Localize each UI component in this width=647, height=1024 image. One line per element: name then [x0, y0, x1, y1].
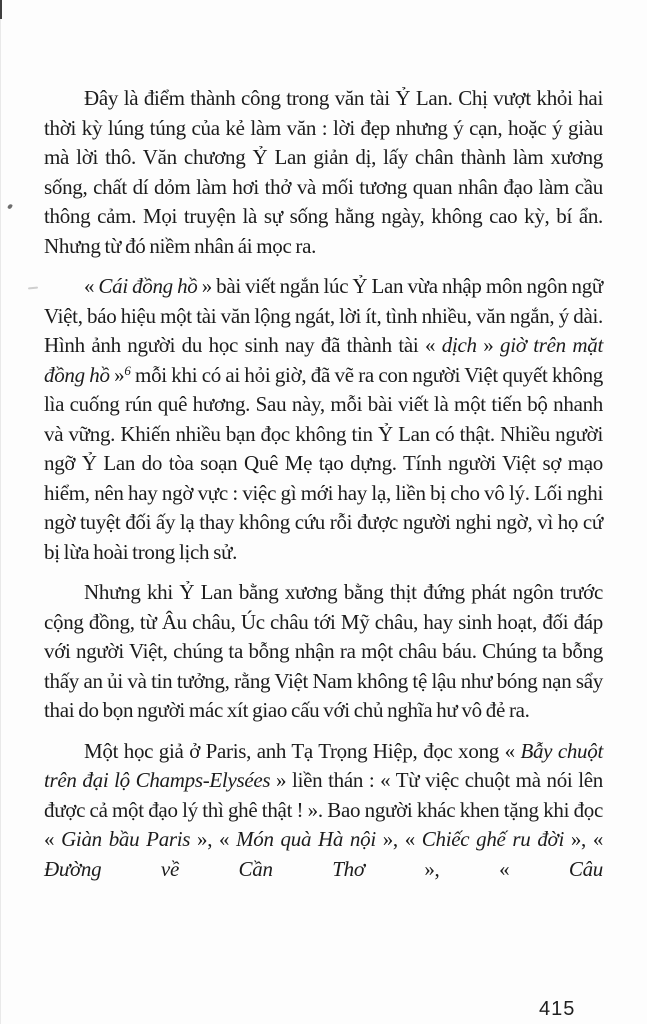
text-run: Câu — [568, 856, 603, 881]
text-run: », « — [364, 856, 569, 881]
text-run: Giàn bầu Paris — [61, 827, 191, 851]
text-run: Nhưng khi Ỷ Lan bằng xương bằng thịt đứng phát ngôn trước cộng đồng, từ Âu châu, Úc châu tới Mỹ châu, hay sinh hoạt, đối đáp với người Việt, chúng ta bỗng nhận ra một châu báu. Chúng ta bỗng thấy an ủi và tin tưởng, rằng Việt Nam không tệ lậu như bóng nạn sẩy thai do bọn người mác xít giao cấu với chủ nghĩa hư vô đẻ ra. — [44, 580, 603, 722]
text-run: » bài viết ngắn lúc Ỷ Lan vừa nhập môn ngôn ngữ Việt, báo hiệu một tài văn lộng ngát, lời ít, tình nhiều, văn ngắn, ý dài. Hình ảnh người du học sinh nay đã thành tài « — [44, 274, 603, 357]
text-run: Đường về Cần Thơ — [44, 856, 365, 881]
text-run: Một học giả ở Paris, anh Tạ Trọng Hiệp, đọc xong « — [84, 738, 521, 763]
paragraph-1 — [44, 84, 603, 261]
paragraph-4 — [44, 737, 603, 885]
scan-speck — [7, 203, 13, 209]
text-block — [44, 84, 603, 884]
text-run: Cái đồng hồ — [98, 274, 198, 298]
text-run: giờ trên mặt đồng hồ — [44, 333, 603, 387]
paragraph-2 — [44, 272, 603, 567]
scan-edge-artifact — [0, 0, 2, 19]
text-run: Đây là điểm thành công trong văn tài Ỷ Lan. Chị vượt khỏi hai thời kỳ lúng túng của kẻ làm văn : lời đẹp nhưng ý cạn, hoặc ý giàu mà lời thô. Văn chương Ỷ Lan giản dị, lấy chân thành làm xương sống, chất dí dỏm làm hơi thở và mối tương quan nhân đạo làm cầu thông cảm. Mọi truyện là sự sống hằng ngày, không cao kỳ, bí ẩn. Nhưng từ đó niềm nhân ái mọc ra. — [44, 86, 603, 258]
scan-edge-line — [0, 0, 1, 1024]
footnote-marker: 6 — [124, 362, 131, 378]
text-run: Chiếc ghế ru đời — [421, 827, 564, 851]
text-run: mỗi khi có ai hỏi giờ, đã vẽ ra con người Việt quyết không lìa cuống rún quê hương. Sau này, mỗi bài viết là một tiến bộ nhanh và vững. Khiến nhiều bạn đọc không tin Ỷ Lan có thật. Nhiều người ngỡ Ỷ Lan do tòa soạn Quê Mẹ tạo dựng. Tính người Việt sợ mạo hiểm, nên hay ngờ vực : việc gì mới hay lạ, liền bị cho vô lý. Lối nghi ngờ tuyệt đối ấy lạ thay không cứu rỗi được người nghi ngờ, vì họ cứ bị lừa hoài trong lịch sử. — [44, 362, 604, 564]
text-run: » liền thán : « Từ việc chuột mà nói lên được cả một đạo lý thì ghê thật ! ». Bao người khác khen tặng khi đọc « — [44, 768, 603, 851]
scan-speck — [28, 286, 38, 289]
text-run: » — [109, 362, 125, 387]
text-run: » — [476, 333, 501, 357]
text-run: », « — [190, 827, 237, 851]
text-run: », « — [563, 827, 604, 851]
text-run: dịch — [441, 333, 477, 357]
text-run: « — [84, 274, 99, 298]
page-number: 415 — [539, 998, 576, 1020]
text-run: », « — [375, 827, 422, 851]
paragraph-3 — [44, 578, 603, 726]
text-run: Món quà Hà nội — [236, 827, 376, 851]
text-run: Bẫy chuột trên đại lộ Champs-Elysées — [44, 738, 603, 792]
